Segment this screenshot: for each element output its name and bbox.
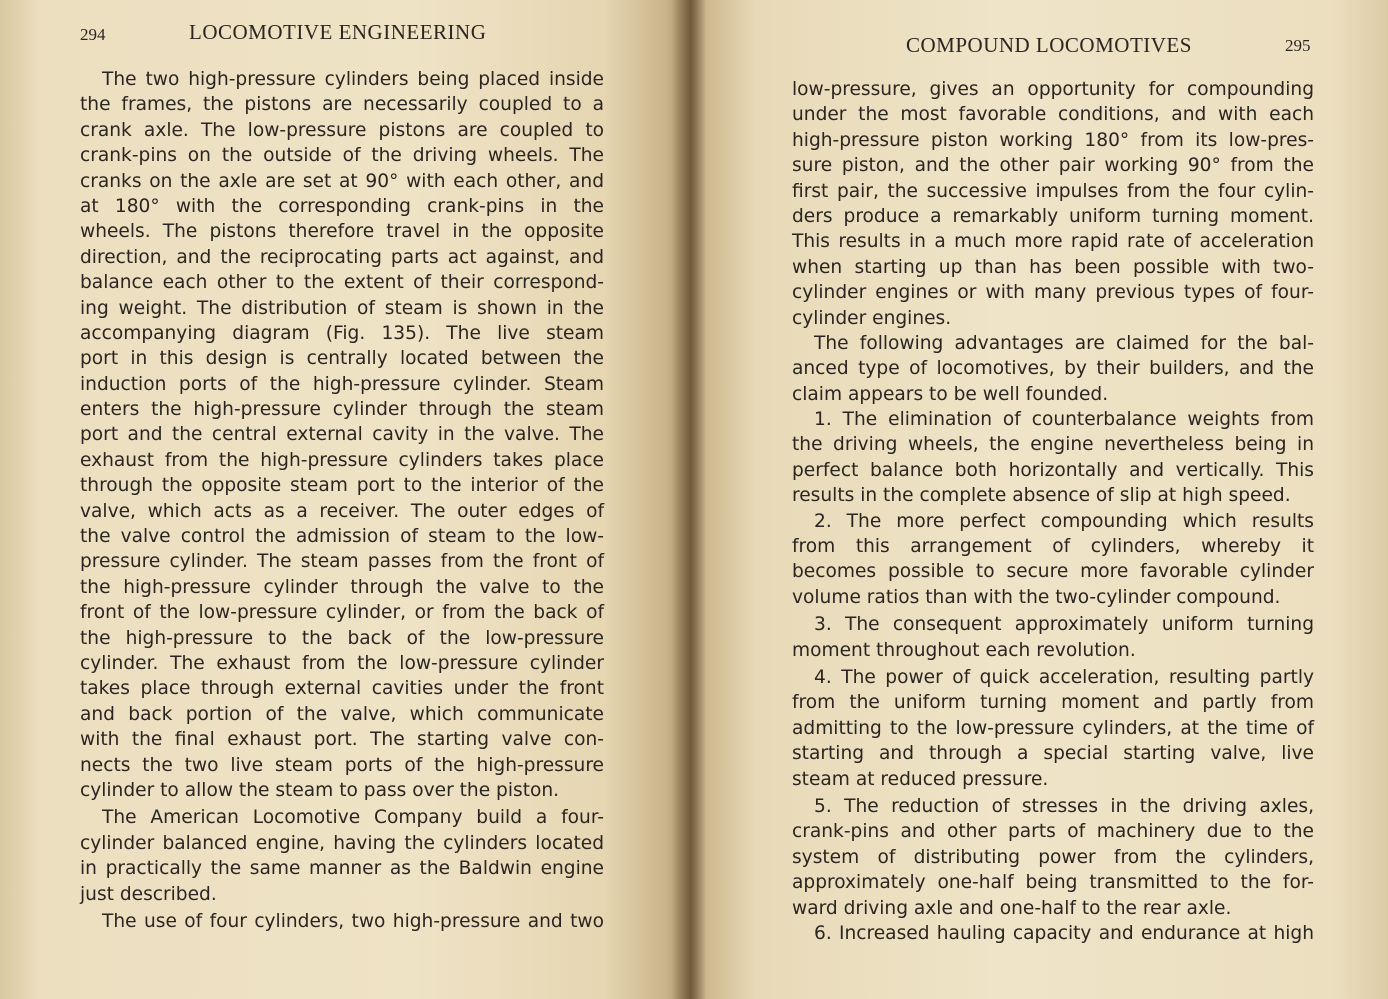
text-line: under the most favorable conditions, and with each [792,104,1314,126]
text-line: just described. [80,883,217,905]
text-line: anced type of locomotives, by their builders, and the [792,358,1314,380]
text-line: from the uniform turning moment and partly from [792,692,1314,714]
text-line: at 180° with the corresponding crank-pins in the [80,195,604,217]
text-line: steam at reduced pressure. [792,768,1049,790]
text-line: accompanying diagram (Fig. 135). The live steam [80,322,604,344]
text-line: port in this design is centrally located between the [80,348,604,370]
text-line: starting and through a special starting valve, live [792,743,1314,765]
text-line: high-pressure piston working 180° from its low-pres- [792,129,1314,151]
text-line: approximately one-half being transmitted to the for- [792,872,1314,894]
text-line: admitting to the low-pressure cylinders, at the time of [792,717,1314,739]
text-line: front of the low-pressure cylinder, or from the back of [80,602,604,624]
text-line: The following advantages are claimed for the bal- [814,332,1314,354]
text-line: enters the high-pressure cylinder through the steam [80,399,604,421]
text-line: cylinder to allow the steam to pass over the piston. [80,779,560,801]
right-body-text [792,77,1314,946]
text-line: valve, which acts as a receiver. The outer edges of [80,500,604,522]
text-line: sure piston, and the other pair working 90° from the [792,155,1314,177]
left-page [0,0,686,999]
text-line: cylinder engines. [792,307,952,329]
text-line: in practically the same manner as the Baldwin engine [80,858,604,880]
text-line: ing weight. The distribution of steam is shown in the [80,297,604,319]
text-line: perfect balance both horizontally and vertically. This [792,459,1314,481]
text-line: The American Locomotive Company build a four- [102,807,604,829]
text-line: becomes possible to secure more favorable cylinder [792,561,1314,583]
text-line: the high-pressure to the back of the low-pressure [80,627,604,649]
text-line: through the opposite steam port to the interior of the [80,475,604,497]
right-running-head: COMPOUND LOCOMOTIVES [906,33,1192,57]
text-line: takes place through external cavities under the front [80,678,604,700]
text-line: 6. Increased hauling capacity and endurance at high [814,922,1314,944]
text-line: cylinder engines or with many previous types of four- [792,282,1314,304]
text-line: exhaust from the high-pressure cylinders takes place [80,449,604,471]
left-page-number: 294 [80,25,106,44]
text-line: the driving wheels, the engine nevertheless being in [792,434,1314,456]
text-line: crank-pins and other parts of machinery due to the [792,821,1314,843]
right-page-number: 295 [1285,36,1311,55]
text-line: crank axle. The low-pressure pistons are coupled to [80,119,604,141]
text-line: crank-pins on the outside of the driving wheels. The [80,145,604,167]
text-line: cylinder. The exhaust from the low-pressure cylinder [80,652,604,674]
text-line: The two high-pressure cylinders being placed inside [102,69,604,90]
left-body-text [80,67,604,934]
text-line: results in the complete absence of slip at high speed. [792,485,1291,507]
book-gutter [672,0,706,999]
text-line: when starting up than has been possible with two- [792,256,1314,278]
left-running-head: LOCOMOTIVE ENGINEERING [189,20,487,44]
text-line: 5. The reduction of stresses in the driving axles, [814,795,1314,817]
text-line: volume ratios than with the two-cylinder compound. [792,586,1281,608]
text-line: direction, and the reciprocating parts act against, and [80,246,604,268]
text-line: with the final exhaust port. The starting valve con- [80,729,604,751]
text-line: The use of four cylinders, two high-pressure and two [102,910,604,932]
text-line: ward driving axle and one-half to the rear axle. [792,897,1232,919]
text-line: from this arrangement of cylinders, whereby it [792,536,1314,558]
text-line: port and the central external cavity in the valve. The [80,424,604,446]
text-line: ders produce a remarkably uniform turning moment. [792,205,1314,227]
text-line: the high-pressure cylinder through the valve to the [80,576,604,598]
text-line: This results in a much more rapid rate of acceleration [792,231,1314,253]
text-line: moment throughout each revolution. [792,639,1136,661]
text-line: claim appears to be well founded. [792,383,1109,405]
text-line: 3. The consequent approximately uniform turning [814,614,1314,636]
text-line: pressure cylinder. The steam passes from the front of [80,551,604,573]
text-line: the frames, the pistons are necessarily coupled to a [80,94,604,116]
text-line: wheels. The pistons therefore travel in the opposite [80,221,604,243]
text-line: low-pressure, gives an opportunity for compounding [792,79,1314,100]
text-line: balance each other to the extent of their correspond- [80,272,604,294]
text-line: 4. The power of quick acceleration, resulting partly [814,666,1314,688]
right-page [686,0,1388,999]
text-line: first pair, the successive impulses from the four cylin- [792,180,1314,202]
text-line: the valve control the admission of steam to the low- [80,526,604,548]
text-line: nects the two live steam ports of the high-pressure [80,754,604,776]
text-line: cranks on the axle are set at 90° with each other, and [80,170,604,192]
text-line: 2. The more perfect compounding which results [814,510,1314,532]
text-line: system of distributing power from the cylinders, [792,846,1314,868]
text-line: 1. The elimination of counterbalance weights from [814,409,1314,431]
text-line: induction ports of the high-pressure cylinder. Steam [80,373,604,395]
text-line: and back portion of the valve, which communicate [80,703,604,725]
text-line: cylinder balanced engine, having the cylinders located [80,832,604,854]
